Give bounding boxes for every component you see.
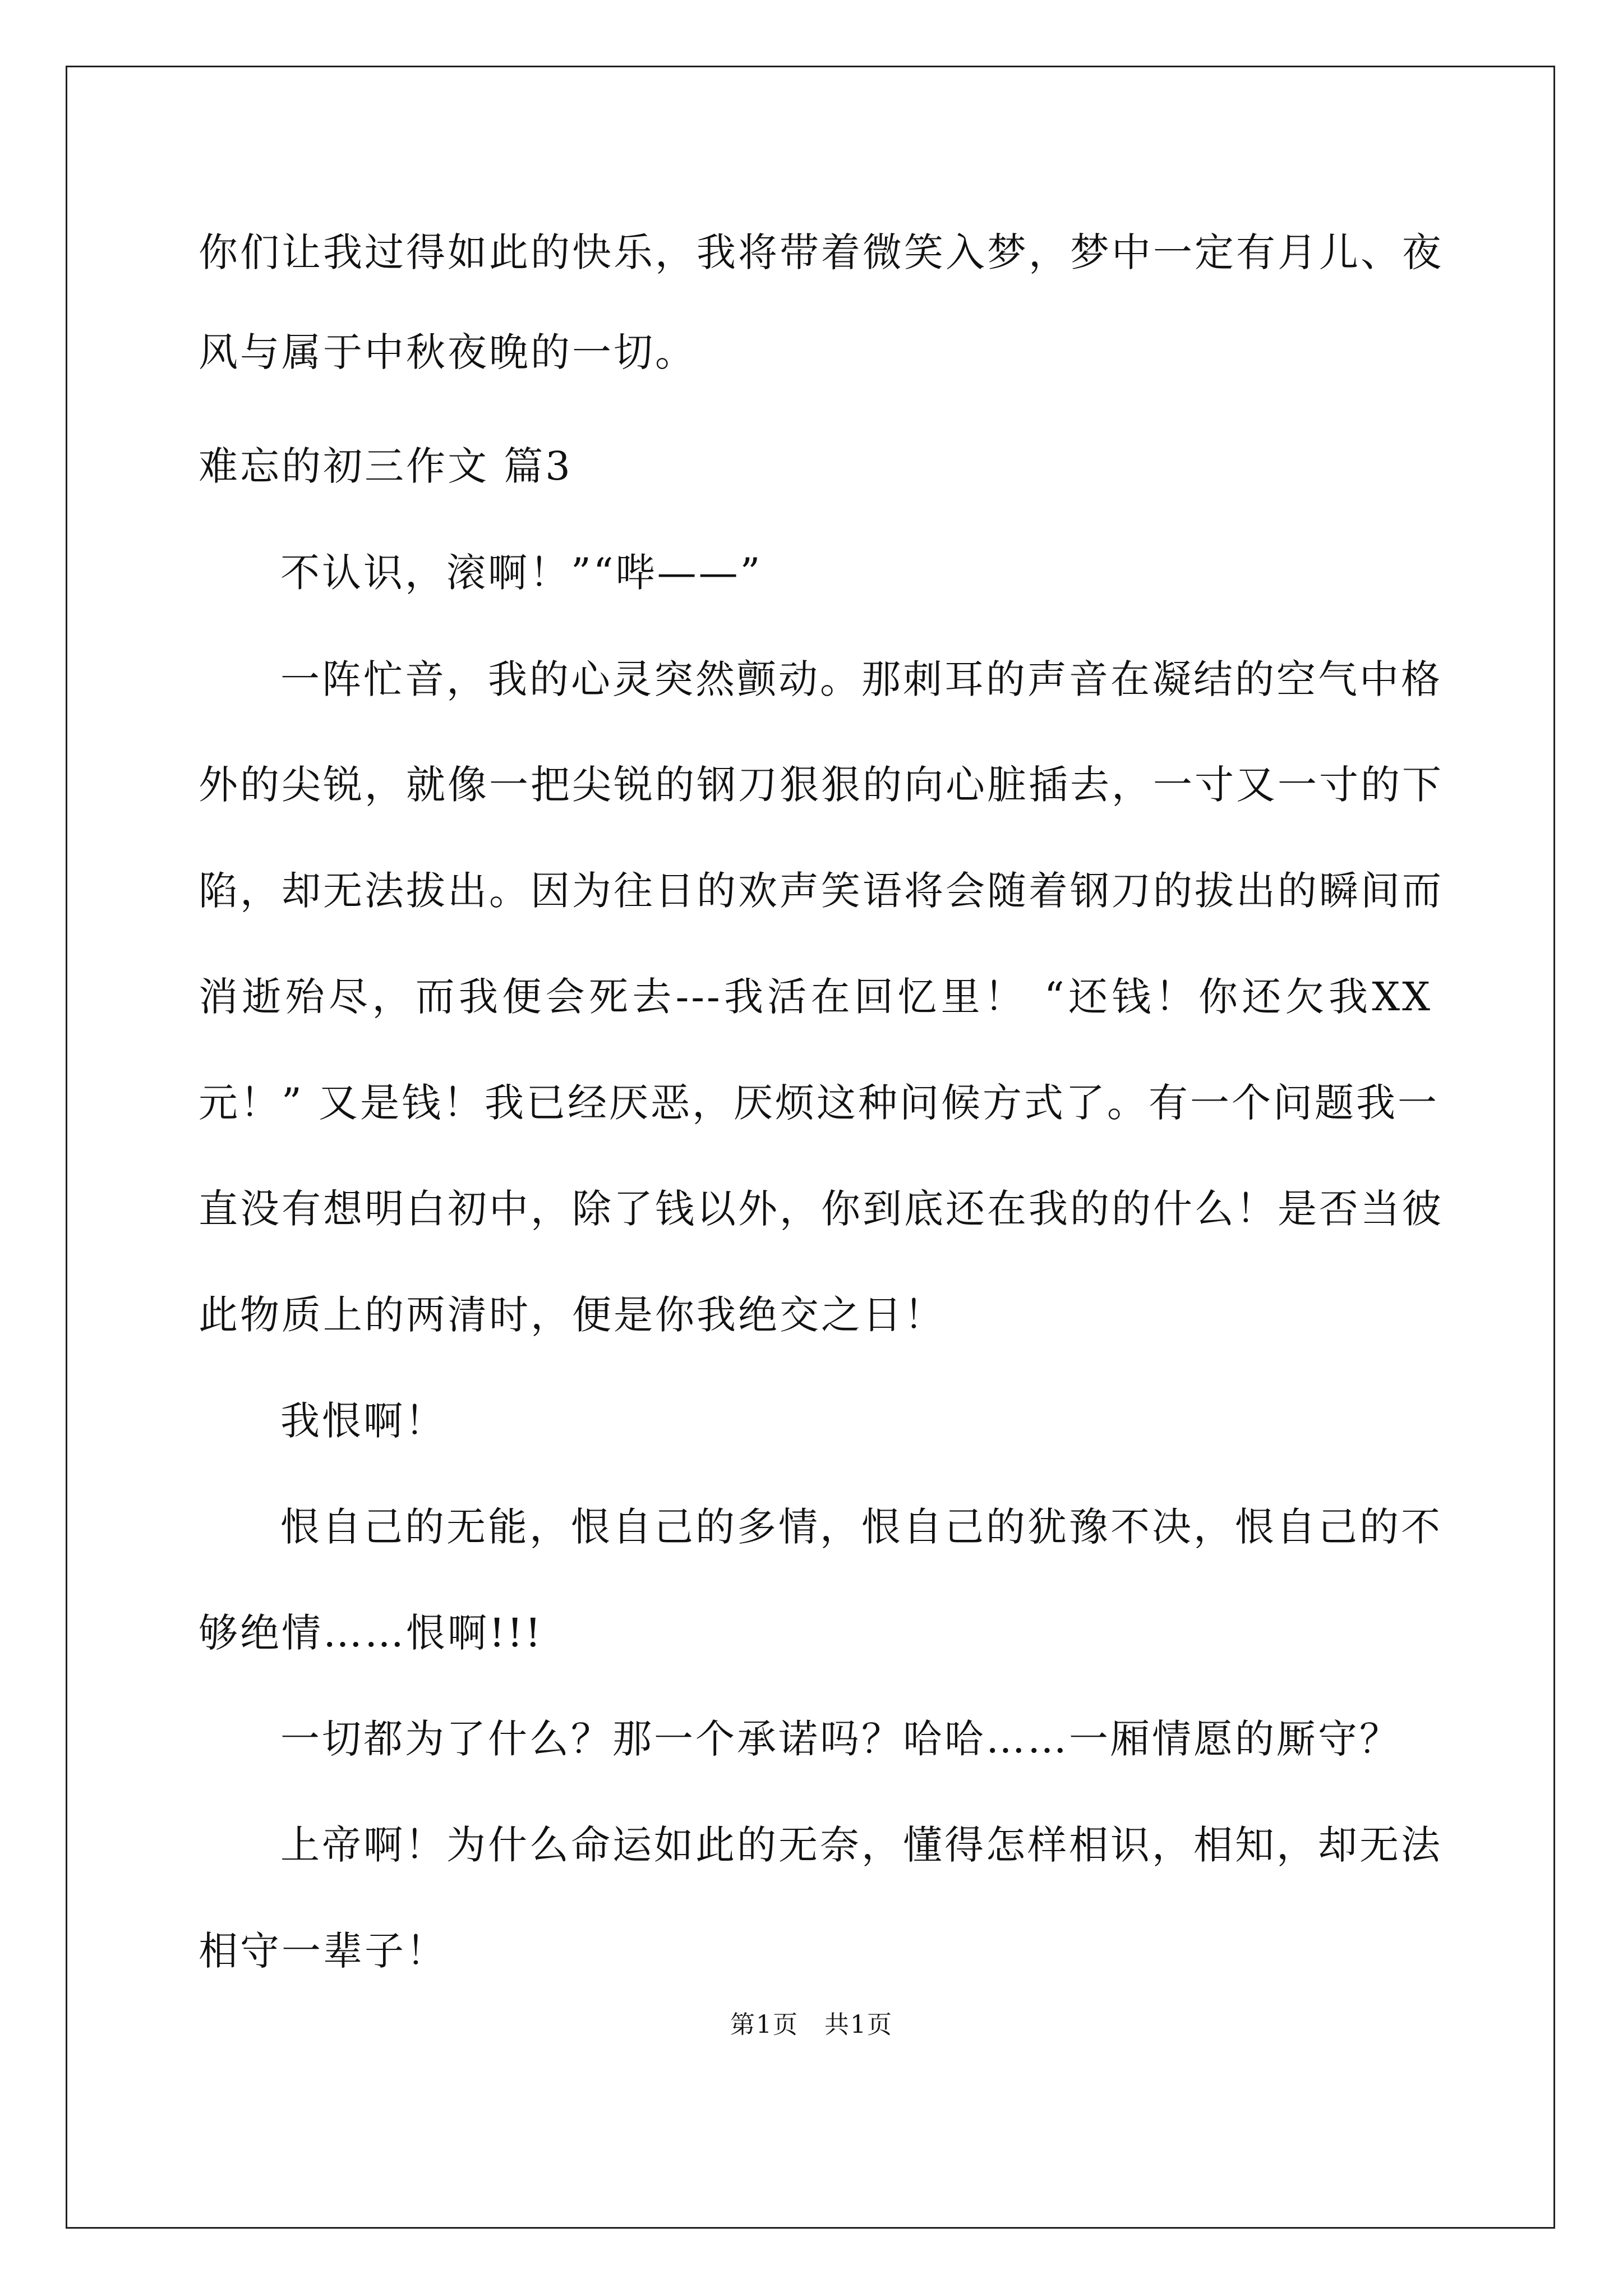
text-line-4: 不认识，滚啊！”“哔——” [280,550,763,596]
text-line-12: 我恨啊！ [280,1398,446,1444]
page-border [66,66,1555,2229]
text-line-2: 风与属于中秋夜晚的一切。 [199,329,697,375]
text-line-9: 元！” 又是钱！我已经厌恶，厌烦这种问候方式了。有一个问题我一 [199,1080,1440,1126]
text-line-13: 恨自己的无能，恨自己的多情，恨自己的犹豫不决，恨自己的不 [280,1504,1442,1550]
text-line-15: 一切都为了什么？那一个承诺吗？哈哈……一厢情愿的厮守？ [280,1716,1401,1762]
text-line-16: 上帝啊！为什么命运如此的无奈，懂得怎样相识，相知，却无法 [280,1822,1442,1868]
text-line-8: 消逝殆尽，而我便会死去---我活在回忆里！ “还钱！你还欠我XX [199,974,1432,1020]
text-line-17: 相守一辈子！ [199,1928,448,1974]
text-line-11: 此物质上的两清时，便是你我绝交之日！ [199,1292,946,1338]
text-line-5: 一阵忙音，我的心灵突然颤动。那刺耳的声音在凝结的空气中格 [280,656,1442,702]
section-heading: 难忘的初三作文 篇3 [199,443,573,489]
text-line-6: 外的尖锐，就像一把尖锐的钢刀狠狠的向心脏插去，一寸又一寸的下 [199,762,1444,808]
page-footer: 第1页 共1页 [730,2010,893,2039]
text-line-10: 直没有想明白初中，除了钱以外，你到底还在我的的什么！是否当彼 [199,1186,1444,1232]
text-line-14: 够绝情……恨啊!!! [199,1610,543,1656]
text-line-1: 你们让我过得如此的快乐，我将带着微笑入梦，梦中一定有月儿、夜 [199,229,1444,275]
text-line-7: 陷，却无法拔出。因为往日的欢声笑语将会随着钢刀的拔出的瞬间而 [199,868,1444,914]
